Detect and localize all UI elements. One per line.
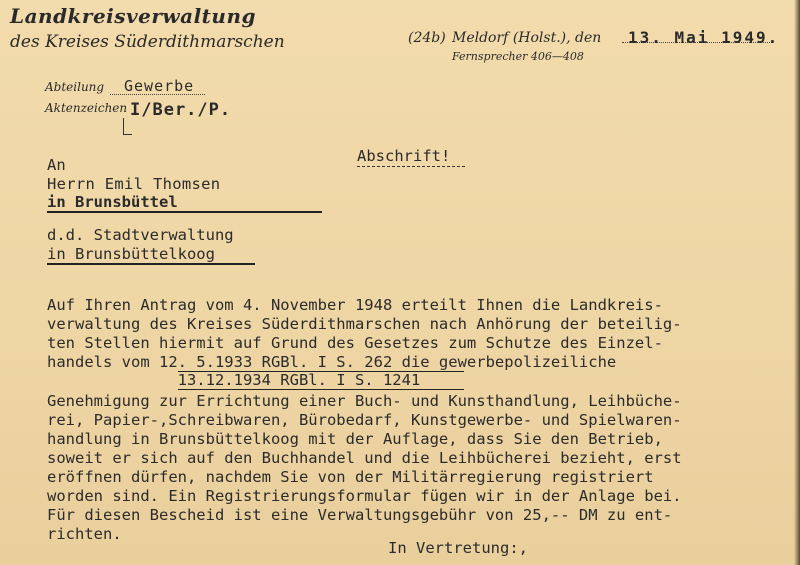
copy-stamp-underline [357, 166, 465, 167]
body-line: richten. [47, 525, 122, 543]
body-line: worden sind. Ein Registrierungsformular fügen wir in der Anlage bei. [47, 487, 682, 505]
page-edge-shadow [794, 0, 800, 565]
body-line: Auf Ihren Antrag vom 4. November 1948 erteilt Ihnen die Landkreis- [47, 296, 663, 314]
recipient-city: in Brunsbüttel [47, 193, 178, 211]
phone-number: Fernsprecher 406—408 [452, 50, 584, 63]
authority-name: Landkreisverwaltung [10, 4, 256, 28]
department-label: Abteilung [45, 80, 105, 94]
closing-signature-line: In Vertretung:, [388, 539, 528, 557]
body-line: Genehmigung zur Errichtung einer Buch- und Kunsthandlung, Leihbüche- [47, 392, 682, 410]
reference-value: I/Ber./P. [130, 100, 232, 120]
copy-stamp: Abschrift! [357, 147, 451, 165]
body-line: soweit er sich auf den Buchhandel und die Leihbücherei bezieht, erst [47, 449, 682, 467]
recipient-name: Herrn Emil Thomsen [47, 175, 221, 193]
body-line: ten Stellen hiermit auf Grund des Gesetzes zum Schutze des Einzel- [47, 334, 663, 352]
department-value: Gewerbe [124, 77, 195, 95]
body-line: Für diesen Bescheid ist eine Verwaltungsgebühr von 25,-- DM zu ent- [47, 506, 673, 524]
reference-tick-mark [123, 118, 132, 135]
recipient-via: d.d. Stadtverwaltung [47, 226, 234, 244]
body-line: 13.12.1934 RGBl. I S. 1241 [47, 371, 421, 389]
body-line: verwaltung des Kreises Süderdithmarschen nach Anhörung der beteilig- [47, 315, 682, 333]
letter-date: 13. Mai 1949. [628, 28, 780, 47]
body-line: handels vom 12. 5.1933 RGBl. I S. 262 die gewerbepolizeiliche [47, 353, 617, 371]
body-line: handlung in Brunsbüttelkoog mit der Auflage, dass Sie den Betrieb, [47, 430, 663, 448]
recipient-salutation: An [47, 156, 66, 174]
body-line: rei, Papier-,Schreibwaren, Bürobedarf, Kunstgewerbe- und Spielwaren- [47, 411, 682, 429]
body-line: eröffnen dürfen, nachdem Sie von der Militärregierung registriert [47, 468, 654, 486]
recipient-via-city-underline [47, 263, 255, 265]
authority-district: des Kreises Süderdithmarschen [10, 32, 285, 52]
reference-label: Aktenzeichen [45, 101, 128, 115]
place-code: (24b) [408, 30, 446, 46]
recipient-via-city: in Brunsbüttelkoog [47, 245, 215, 263]
law-reference-underline [178, 389, 464, 390]
place: Meldorf (Holst.), den [452, 30, 602, 46]
recipient-city-underline [47, 211, 322, 213]
